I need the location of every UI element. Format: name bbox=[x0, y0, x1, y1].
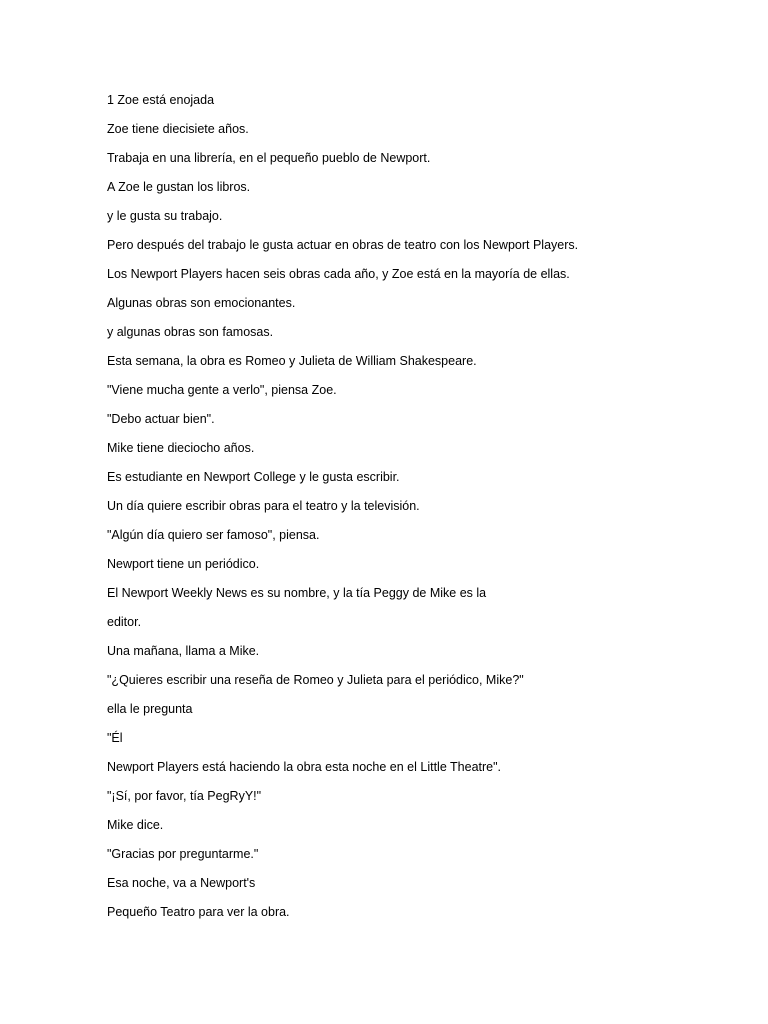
text-line: Esta semana, la obra es Romeo y Julieta de William Shakespeare. bbox=[107, 354, 477, 368]
text-line: "¿Quieres escribir una reseña de Romeo y Julieta para el periódico, Mike?" bbox=[107, 673, 524, 687]
text-line: Un día quiere escribir obras para el teatro y la televisión. bbox=[107, 499, 420, 513]
text-line: "Debo actuar bien". bbox=[107, 412, 215, 426]
text-line: Una mañana, llama a Mike. bbox=[107, 644, 260, 658]
text-line: Algunas obras son emocionantes. bbox=[107, 296, 296, 310]
text-line: "Gracias por preguntarme." bbox=[107, 847, 259, 861]
text-line: A Zoe le gustan los libros. bbox=[107, 180, 251, 194]
text-line: Los Newport Players hacen seis obras cada año, y Zoe está en la mayoría de ellas. bbox=[107, 267, 570, 281]
text-line: Pero después del trabajo le gusta actuar en obras de teatro con los Newport Players. bbox=[107, 238, 579, 252]
text-line: "Él bbox=[107, 731, 123, 745]
text-line: y le gusta su trabajo. bbox=[107, 209, 223, 223]
text-line: ella le pregunta bbox=[107, 702, 193, 716]
text-line: Esa noche, va a Newport's bbox=[107, 876, 256, 890]
text-line: Mike dice. bbox=[107, 818, 164, 832]
text-line: Zoe tiene diecisiete años. bbox=[107, 122, 249, 136]
document-text bbox=[107, 89, 578, 930]
text-line: El Newport Weekly News es su nombre, y la tía Peggy de Mike es la bbox=[107, 586, 487, 600]
text-line: "¡Sí, por favor, tía PegRyY!" bbox=[107, 789, 262, 803]
text-line: "Algún día quiero ser famoso", piensa. bbox=[107, 528, 320, 542]
text-line: Es estudiante en Newport College y le gusta escribir. bbox=[107, 470, 400, 484]
text-line: "Viene mucha gente a verlo", piensa Zoe. bbox=[107, 383, 337, 397]
text-line: editor. bbox=[107, 615, 142, 629]
text-line: Newport tiene un periódico. bbox=[107, 557, 260, 571]
text-line: Trabaja en una librería, en el pequeño pueblo de Newport. bbox=[107, 151, 431, 165]
text-line: Mike tiene dieciocho años. bbox=[107, 441, 255, 455]
text-line: Pequeño Teatro para ver la obra. bbox=[107, 905, 290, 919]
text-line: y algunas obras son famosas. bbox=[107, 325, 274, 339]
text-line: Newport Players está haciendo la obra esta noche en el Little Theatre". bbox=[107, 760, 502, 774]
chapter-heading: 1 Zoe está enojada bbox=[107, 93, 215, 107]
